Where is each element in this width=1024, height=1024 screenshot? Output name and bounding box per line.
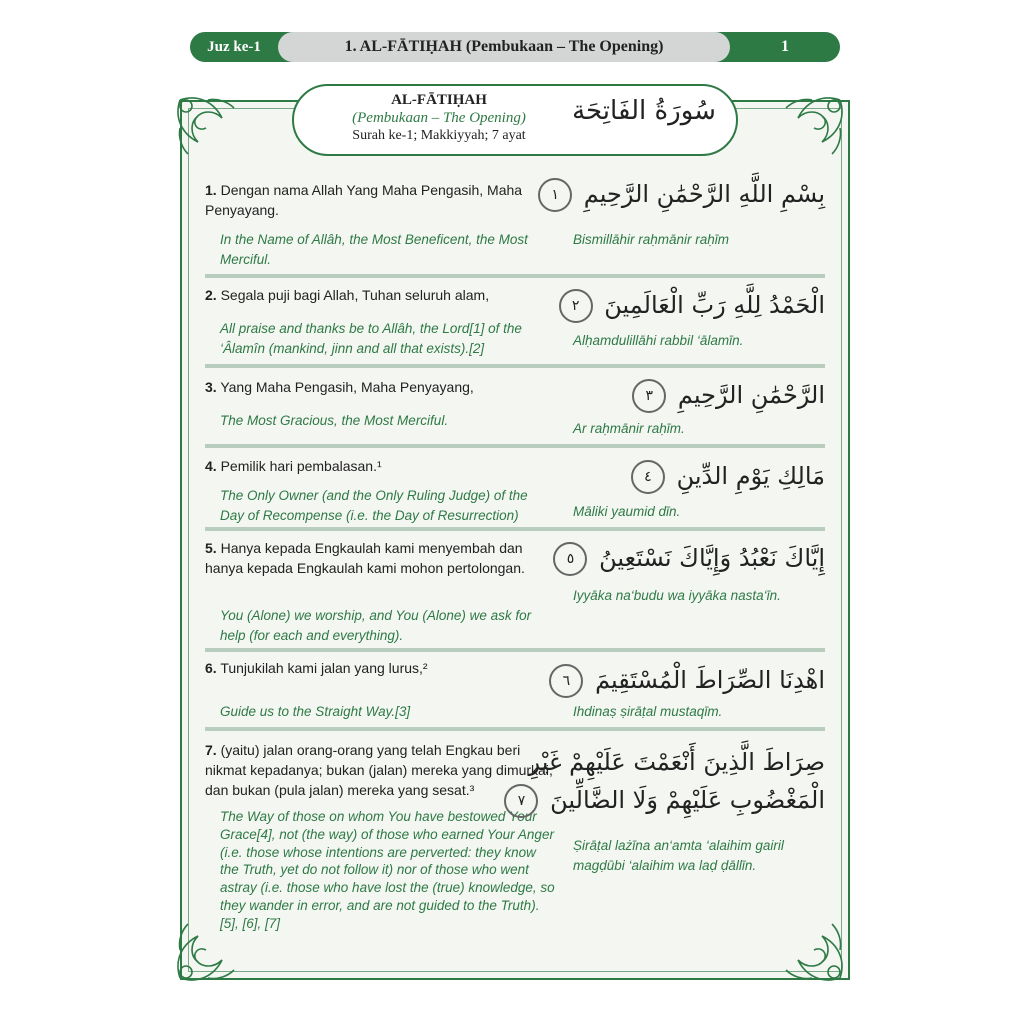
verse-transliteration: Alḥamdulillāhi rabbil ‘ālamīn. <box>573 333 744 348</box>
surah-name: AL-FĀTIḤAH <box>391 92 487 108</box>
surah-subtitle: (Pembukaan – The Opening) <box>352 110 526 126</box>
verse-transliteration: Bismillāhir raḥmānir raḥīm <box>573 232 730 247</box>
verse-indonesian: 3. Yang Maha Pengasih, Maha Penyayang, <box>205 379 474 395</box>
verse-number-icon: ٤ <box>631 460 665 494</box>
verse-arabic: الرَّحْمَٰنِ الرَّحِيمِ ٣ <box>573 377 825 413</box>
verse-arabic: الْحَمْدُ لِلَّهِ رَبِّ الْعَالَمِينَ ٢ <box>573 287 825 323</box>
corner-ornament-icon <box>772 88 852 168</box>
verse-transliteration: Ar raḥmānir raḥīm. <box>573 421 685 436</box>
verse-arabic: صِرَاطَ الَّذِينَ أَنْعَمْتَ عَلَيْهِمْ غَيْرِ <box>528 748 825 776</box>
verse-arabic-line-2: الْمَغْضُوبِ عَلَيْهِمْ وَلَا الضَّالِّينَ ٧ <box>573 782 825 818</box>
verse-number-icon: ١ <box>538 178 572 212</box>
verse-number-icon: ٧ <box>504 784 538 818</box>
verse-number-icon: ٦ <box>549 664 583 698</box>
juz-label: Juz ke-1 <box>207 39 261 55</box>
verse-english: In the Name of Allâh, the Most Beneficent, the Most Merciful. <box>220 232 528 267</box>
verse-separator <box>205 364 825 368</box>
verse-indonesian: 6. Tunjukilah kami jalan yang lurus,² <box>205 660 428 676</box>
surah-title-box <box>292 84 738 156</box>
verse-arabic: بِسْمِ اللَّهِ الرَّحْمَٰنِ الرَّحِيمِ ١ <box>573 176 825 212</box>
verse-transliteration: Māliki yaumid dīn. <box>573 504 681 519</box>
verse-separator <box>205 727 825 731</box>
verse-separator <box>205 527 825 531</box>
verse-indonesian: 2. Segala puji bagi Allah, Tuhan seluruh alam, <box>205 287 490 303</box>
verse-3 <box>205 377 825 443</box>
corner-ornament-icon <box>168 88 248 168</box>
verse-separator <box>205 444 825 448</box>
page-title: 1. AL-FĀTIḤAH (Pembukaan – The Opening) <box>344 38 664 55</box>
surah-arabic-title: سُورَةُ الفَاتِحَة <box>572 96 716 126</box>
verse-separator <box>205 648 825 652</box>
verse-english: The Only Owner (and the Only Ruling Judge) of the Day of Recompense (i.e. the Day of Resurrection) <box>220 488 528 523</box>
verse-number-icon: ٣ <box>632 379 666 413</box>
verse-1 <box>205 180 825 272</box>
verse-indonesian: 7. (yaitu) jalan orang-orang yang telah Engkau beri nikmat kepadanya; bukan (jalan) mereka yang dimurkai, dan bukan (pula jalan) mereka yang sesat.³ <box>205 742 553 798</box>
verse-indonesian: 5. Hanya kepada Engkaulah kami menyembah dan hanya kepada Engkaulah kami mohon pertolongan. <box>205 540 525 576</box>
verse-4 <box>205 456 825 526</box>
verse-arabic: اهْدِنَا الصِّرَاطَ الْمُسْتَقِيمَ ٦ <box>573 662 825 698</box>
verse-english: You (Alone) we worship, and You (Alone) we ask for help (for each and everything). <box>220 608 532 643</box>
verse-transliteration: Ihdinaṣ ṣirāṭal mustaqīm. <box>573 704 723 719</box>
verse-separator <box>205 274 825 278</box>
verse-5 <box>205 538 825 646</box>
surah-info: Surah ke-1; Makkiyyah; 7 ayat <box>352 128 526 143</box>
verse-english: The Most Gracious, the Most Merciful. <box>220 413 449 428</box>
verse-7 <box>205 740 825 940</box>
verse-english: The Way of those on whom You have bestowed Your Grace[4], not (the way) of those who earned Your Anger (i.e. those whose intentions are perverted: they know the Truth, yet do not follow it) nor of those who went astray (i.e. those who have lost the (true) knowledge, so they wander in error, and are not guided to the Truth).[5], [6], [7] <box>220 809 555 931</box>
verse-6 <box>205 658 825 726</box>
verse-transliteration: Ṣirāṭal lażīna an‘amta ‘alaihim gairil magḍūbi ‘alaihim wa laḍ ḍāllīn. <box>573 838 784 873</box>
verse-arabic: مَالِكِ يَوْمِ الدِّينِ ٤ <box>573 458 825 494</box>
header-bar <box>190 32 840 62</box>
verse-english: Guide us to the Straight Way.[3] <box>220 704 411 719</box>
verse-indonesian: 1. Dengan nama Allah Yang Maha Pengasih, Maha Penyayang. <box>205 182 523 218</box>
verse-2 <box>205 285 825 363</box>
verse-number-icon: ٥ <box>553 542 587 576</box>
verse-arabic: إِيَّاكَ نَعْبُدُ وَإِيَّاكَ نَسْتَعِينُ ٥ <box>573 540 825 576</box>
verse-number-icon: ٢ <box>559 289 593 323</box>
page-number: 1 <box>781 38 789 55</box>
verse-transliteration: Iyyāka na‘budu wa iyyāka nasta‘īn. <box>573 588 781 603</box>
verse-indonesian: 4. Pemilik hari pembalasan.¹ <box>205 458 382 474</box>
verse-english: All praise and thanks be to Allâh, the Lord[1] of the ‘Âlamîn (mankind, jinn and all that exists).[2] <box>220 321 522 356</box>
